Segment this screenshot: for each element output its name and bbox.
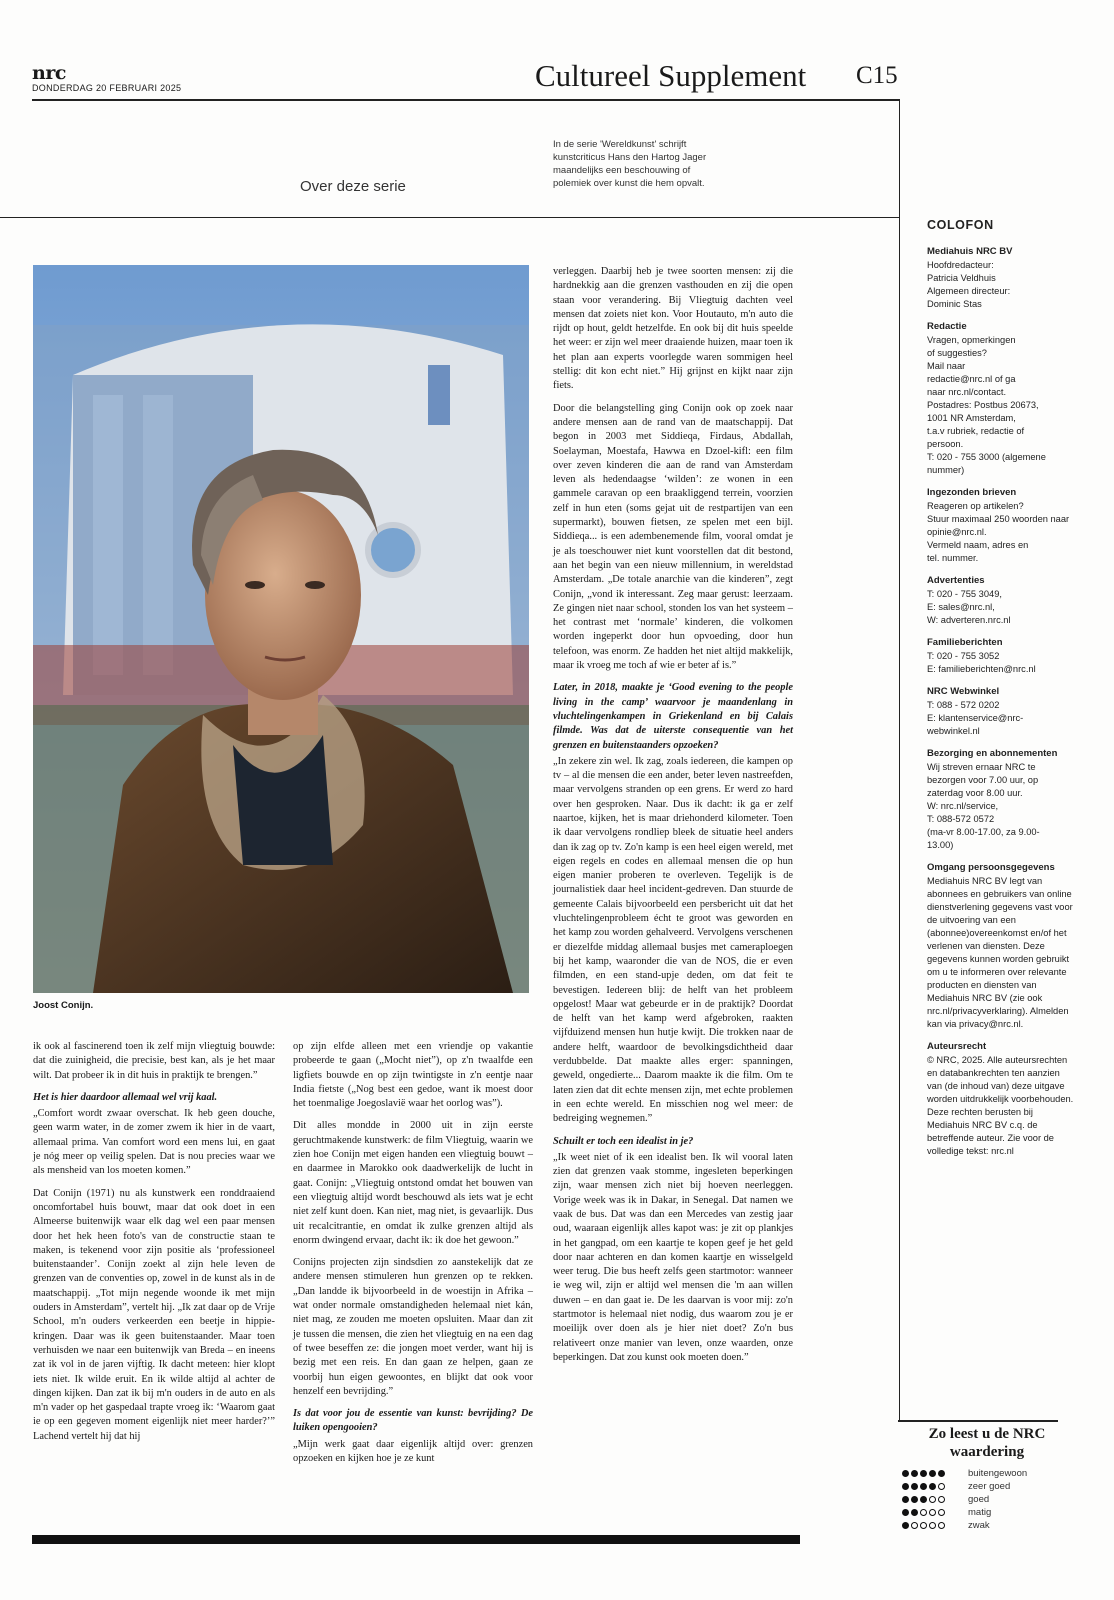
interview-question: Schuilt er toch een idealist in je? <box>553 1135 694 1147</box>
filled-dot-icon <box>920 1496 927 1503</box>
rating-dots <box>902 1470 960 1477</box>
section-title: Cultureel Supplement <box>535 58 807 93</box>
rating-rule <box>898 1420 1058 1422</box>
empty-dot-icon <box>929 1509 936 1516</box>
colofon-line: Mediahuis NRC BV legt van abonnees en gebruikers van online dienstverlening gegevens vast voor de uitvoering van een (abonnee)overeenkomst en/of het verlenen van diensten. Deze gegevens kunnen worden gebruikt om u te informeren over relevante producten en diensten van Mediahuis NRC BV (zie ook nrc.nl/privacyverklaring). Almelden kan via privacy@nrc.nl. <box>927 876 1073 1029</box>
header-rule <box>32 99 900 101</box>
filled-dot-icon <box>911 1470 918 1477</box>
colofon-line: E: klantenservice@nrc- <box>927 713 1024 723</box>
colofon-line: 1001 NR Amsterdam, <box>927 413 1016 423</box>
article-paragraph: Dit alles mondde in 2000 uit in zijn eerste geruchtmakende kunstwerk: de film Vliegtuig, waarin we zien hoe Conijn met eigen handen een vliegtuig bouwt – en daarmee in Marokko ook daadwerkelijk de lucht in gaat. Conijn: „Vliegtuig ontstond omdat het bouwen van een vliegtuig altijd wordt beschouwd als iets wat je echt niet zelf kunt doen. Kan niet, mag niet, is gevaarlijk. Dus uit recalcitrantie, en omdat ik zulke grenzen altijd als enorm dwingend ervaar, dacht ik: ik doe het gewoon.” <box>293 1120 533 1246</box>
interview-question: Is dat voor jou de essentie van kunst: bevrijding? De luiken opengooien? <box>293 1408 533 1434</box>
colofon-line: E: sales@nrc.nl, <box>927 602 995 612</box>
photo-caption: Joost Conijn. <box>33 1000 94 1011</box>
article-paragraph: verleggen. Daarbij heb je twee soorten mensen: zij die hardnekkig aan die grenzen vasthouden en zij die open staan voor verandering. Bij Vliegtuig dachten veel mensen dat zoiets niet kon. Voor Houtauto, m'n auto die rijdt op hout, geldt hetzelfde. En ook bij dit huis speelde het weer: er zijn wel meer draaiende huizen, maar toen ik het plan aan experts voorlegde waren sommigen heel stellig: dit kon echt niet.” Hij grijnst en kijkt naar zijn fiets. <box>553 266 793 392</box>
rating-row <box>902 1519 1072 1532</box>
filled-dot-icon <box>902 1522 909 1529</box>
colofon-line: persoon. <box>927 439 964 449</box>
empty-dot-icon <box>938 1522 945 1529</box>
colofon-line: T: 020 - 755 3000 (algemene nummer) <box>927 452 1046 475</box>
series-rule <box>0 217 900 218</box>
article-column-right <box>553 265 793 1373</box>
colofon-line: W: adverteren.nrc.nl <box>927 615 1011 625</box>
colofon-line: T: 020 - 755 3049, <box>927 589 1002 599</box>
filled-dot-icon <box>929 1470 936 1477</box>
bottom-bar <box>32 1535 800 1544</box>
colofon-divider <box>899 100 900 1422</box>
colofon-heading: Omgang persoonsgegevens <box>927 862 1055 873</box>
filled-dot-icon <box>920 1470 927 1477</box>
filled-dot-icon <box>902 1483 909 1490</box>
colofon-line: of suggesties? <box>927 348 987 358</box>
filled-dot-icon <box>911 1509 918 1516</box>
interview-question: Later, in 2018, maakte je ‘Good evening to the people living in the camp’ waarvoor je maandenlang in vluchtelingenkampen in Griekenland en bij Calais filmde. Was dat de uiterste consequentie van het grenzen en buitenstaanders opzoeken? <box>553 682 793 751</box>
colofon-heading: Auteursrecht <box>927 1041 987 1052</box>
colofon-line: webwinkel.nl <box>927 726 980 736</box>
rating-dots <box>902 1522 960 1529</box>
colofon-heading: Familieberichten <box>927 637 1003 648</box>
rating-title: Zo leest u de NRC waardering <box>928 1426 1046 1460</box>
filled-dot-icon <box>902 1470 909 1477</box>
colofon-line: © NRC, 2025. Alle auteursrechten en databankrechten ten aanzien van (de inhoud van) deze uitgave worden uitdrukkelijk voorbehouden. Deze rechten berusten bij Mediahuis NRC BV c.q. de betreffende auteur. Zie voor de volledige tekst: nrc.nl <box>927 1055 1074 1156</box>
colofon-line: Postadres: Postbus 20673, <box>927 400 1039 410</box>
article-paragraph: „Ik weet niet of ik een idealist ben. Ik wil vooral laten zien dat grenzen vaak stomme, ingesleten beperkingen zijn, waar mensen zich niet bij hoeven neerleggen. Vorige week was ik in Dakar, in Senegal. Dat namen we vaak de bus. Dat was dan een Mercedes van zestig jaar oud, waaraan eigenlijk alles kapot was: je zit op plankjes in het gangpad, om een kaartje te kopen geef je het geld door naar achteren en dan komen kaartje en wisselgeld weer terug. Die bus heeft zelfs geen startmotor: wanneer ie weg wil, zijn er altijd wel mensen die 'm aan willen duwen – en dan gaat ie. De les daarvan is voor mij: zo'n startmotor is helemaal niet nodig, dus waarom zou je er moeilijk over doen als je hier niet doet? Zo'n bus relativeert onze manier van leven, onze waarden, onze beperkingen. Dat zou kunst ook moeten doen.” <box>553 1151 793 1363</box>
nrc-logo: nrc <box>32 62 66 84</box>
colofon-line: Algemeen directeur: <box>927 286 1011 296</box>
rating-dots <box>902 1496 960 1503</box>
empty-dot-icon <box>938 1483 945 1490</box>
series-label: Over deze serie <box>300 178 406 195</box>
colofon-heading: Redactie <box>927 321 967 332</box>
colofon-line: T: 088 - 572 0202 <box>927 700 1000 710</box>
filled-dot-icon <box>911 1496 918 1503</box>
interview-question: Het is hier daardoor allemaal wel vrij kaal. <box>33 1091 218 1103</box>
series-description: In de serie 'Wereldkunst' schrijft kunstcriticus Hans den Hartog Jager maandelijks een beschouwing of polemiek over kunst die hem opvalt. <box>553 139 707 189</box>
colofon-heading: Mediahuis NRC BV <box>927 246 1013 257</box>
article-paragraph: ik ook al fascinerend toen ik zelf mijn vliegtuig bouwde: dat die zuinigheid, die precisie, best kan, als je het maar wilt. Dat probeer ik in dit huis in praktijk te brengen.” <box>33 1041 275 1081</box>
colofon-line: E: familieberichten@nrc.nl <box>927 664 1036 674</box>
article-paragraph: Door die belangstelling ging Conijn ook op zoek naar andere mensen aan de rand van de maatschappij. Dat begon in 2003 met Siddieqa, Firdaus, Abdallah, Soelayman, Moestafa, Hawwa en Dzoel-kifl: een film over zeven kinderen die aan de rand van Amsterdam leven als hedendaagse ‘wilden’: ze wonen in een gammele caravan op een braakliggend terrein, voorzien zelf in hun eten (soms gejat uit de restpartijen van een supermarkt), bouwen fietsen, ze spelen met een bijl. Siddieqa... is een adembenemende film, vooral omdat je je als toeschouwer niet kunt voorstellen dat dit bestond, aan het begin van een nieuw millennium, in wereldstad Amsterdam. „De totale anarchie van die kinderen”, zegt Conijn, „vond ik interessant. Zeg maar gerust: leerzaam. Ze gingen niet naar school, stonden los van het systeem – het contrast met ‘normale’ kinderen, die volkomen worden ingeperkt door hun opvoeding, door hun telefoon, was enorm. Ze hadden het niet altijd makkelijk, maar ik vroeg me toch af wie er beter af is.” <box>553 402 793 672</box>
empty-dot-icon <box>938 1509 945 1516</box>
colofon-line: bezorgen voor 7.00 uur, op <box>927 775 1039 785</box>
article-column-left <box>33 1040 275 1452</box>
rating-label: matig <box>968 1507 992 1518</box>
filled-dot-icon <box>929 1483 936 1490</box>
colofon-title: COLOFON <box>927 218 994 232</box>
colofon-line: Patricia Veldhuis <box>927 273 996 283</box>
article-paragraph: „Mijn werk gaat daar eigenlijk altijd over: grenzen opzoeken en kijken hoe je ze kunt <box>293 1438 533 1465</box>
colofon-line: tel. nummer. <box>927 553 979 563</box>
filled-dot-icon <box>938 1470 945 1477</box>
colofon-heading: Ingezonden brieven <box>927 487 1017 498</box>
colofon-line: Vermeld naam, adres en <box>927 540 1029 550</box>
colofon <box>927 218 1077 1158</box>
empty-dot-icon <box>929 1496 936 1503</box>
portrait-illustration <box>33 265 529 993</box>
filled-dot-icon <box>902 1509 909 1516</box>
article-column-middle <box>293 1040 533 1474</box>
rating-row <box>902 1506 1072 1519</box>
article-paragraph: Conijns projecten zijn sindsdien zo aanstekelijk dat ze andere mensen stimuleren hun grenzen op te rekken. „Dan landde ik bijvoorbeeld in de woestijn in Afrika – wat onder normale omstandigheden helemaal niet kán, niet mag, ze zouden me moeten opsluiten. Maar dan zit je tussen die mensen, die zien het vliegtuig en na een dag of twee beseffen ze: die jongen moet verder, want hij is bezig met een reis. En dan gaan ze helpen, gaan ze voorbij hun eigen gewoontes, en blijkt dat ook voor henzelf een bevrijding.” <box>293 1257 533 1397</box>
rating-row <box>902 1480 1072 1493</box>
rating-row <box>902 1493 1072 1506</box>
colofon-line: T: 020 - 755 3052 <box>927 651 1000 661</box>
article-paragraph: „Comfort wordt zwaar overschat. Ik heb geen douche, geen warm water, in de zomer zwem ik hier in de vaart, allemaal prima. Van comfort word een mens lui, en gaat je nóg meer op veilig spelen. Dat is nou precies waar we als mensheid van los moeten komen.” <box>33 1108 275 1177</box>
empty-dot-icon <box>920 1522 927 1529</box>
colofon-line: zaterdag voor 8.00 uur. <box>927 788 1023 798</box>
colofon-heading: NRC Webwinkel <box>927 686 1000 697</box>
colofon-line: Vragen, opmerkingen <box>927 335 1016 345</box>
empty-dot-icon <box>938 1496 945 1503</box>
colofon-line: Wij streven ernaar NRC te <box>927 762 1036 772</box>
colofon-line: redactie@nrc.nl of ga <box>927 374 1016 384</box>
article-paragraph: Dat Conijn (1971) nu als kunstwerk een ronddraaiend oncomfortabel huis bouwt, maar dat ook doet in een Almeerse buitenwijk waar elk dag wel een paar mensen door het hek heen foto's van de constructie staan te maken, is tekenend voor zijn positie als ‘professioneel buitenstaander’. Conijn zoekt al zijn hele leven de grenzen van de conventies op, zowel in de kunst als in de maatschappij. „Tot mijn negende woonde ik met mijn ouders in Amsterdam”, vertelt hij. „Ik zat daar op de Vrije School, m'n ouders verkeerden een beetje in hippie-kringen. Daar was ik geen buitenstaander. Maar toen verhuisden we naar een buitenwijk van Breda – en ineens zat ik vol in de jaren vijftig. Ik dacht meteen: hier klopt iets niet. Ik wilde eruit. En ik wilde altijd al achter de dingen kijken. Dan zat ik bij m'n ouders in de auto en als m'n vader op het gaspedaal trapte vroeg ik: ‘Waarom gaat ie op een gegeven moment eigenlijk niet meer harder?’” Lachend vertelt hij dat hij <box>33 1187 275 1442</box>
colofon-heading: Bezorging en abonnementen <box>927 748 1058 759</box>
colofon-line: t.a.v rubriek, redactie of <box>927 426 1025 436</box>
issue-date: DONDERDAG 20 FEBRUARI 2025 <box>32 83 182 93</box>
rating-label: zwak <box>968 1520 990 1531</box>
portrait-photo <box>33 265 529 993</box>
colofon-line: Hoofdredacteur: <box>927 260 994 270</box>
rating-label: buitengewoon <box>968 1468 1028 1479</box>
filled-dot-icon <box>902 1496 909 1503</box>
page-number: C15 <box>856 62 898 89</box>
colofon-line: 13.00) <box>927 840 954 850</box>
colofon-line: T: 088-572 0572 <box>927 814 995 824</box>
rating-label: goed <box>968 1494 990 1505</box>
colofon-line: Stuur maximaal 250 woorden naar opinie@nrc.nl. <box>927 514 1070 537</box>
rating-legend <box>902 1425 1072 1532</box>
colofon-line: W: nrc.nl/service, <box>927 801 999 811</box>
rating-dots <box>902 1509 960 1516</box>
rating-row <box>902 1467 1072 1480</box>
colofon-line: Reageren op artikelen? <box>927 501 1024 511</box>
colofon-line: (ma-vr 8.00-17.00, za 9.00- <box>927 827 1040 837</box>
filled-dot-icon <box>920 1483 927 1490</box>
colofon-line: Dominic Stas <box>927 299 982 309</box>
colofon-line: naar nrc.nl/contact. <box>927 387 1007 397</box>
empty-dot-icon <box>920 1509 927 1516</box>
article-paragraph: „In zekere zin wel. Ik zag, zoals iedereen, die kampen op tv – al die mensen die een ander, beter leven nastreefden, maar vervolgens stranden op een grens. Er werd zo hard over hen gesproken. Naar. Dus ik dacht: ik ga er zelf naartoe, kijken, het is maar driehonderd kilometer. Toen ik daar vervolgens rondliep bleek de situatie heel anders dan ik zag op tv. Zo'n kamp is een heel eigen wereld, met eigen regels en codes en allemaal mensen die op hun eigen manier proberen te overleven. Tegelijk is de journalistiek daar heel incident-gedreven. Dan stuurde de gemeente Calais bijvoorbeeld een persbericht uit dat het vluchtelingenprobleem écht te groot was geworden en het kamp zou worden gehalveerd. Vervolgens verschenen er diezelfde middag allemaal busjes met cameraploegen bij het kamp, waaronder die van de NOS, die er even filmden, en een stand-upje deden, om dat feit te bevestigen. Iedereen blij: de helft van het probleem opgelost! Maar wat gebeurde er in de praktijk? Doordat de helft van het kamp werd afgebroken, raakten vijfduizend mensen hun hutje kwijt. Die trokken naar de andere helft, waardoor de bevolkingsdichtheid daar verdubbelde. Dat maakte alles erger: spanningen, geweld, ongedierte... Daarom maakte ik die film. Om te laten zien dat dit echte mensen zijn, met echte problemen in een echte wereld. En misschien nog wel meer: de bedreiging wegnemen.” <box>553 755 793 1125</box>
colofon-heading: Advertenties <box>927 575 985 586</box>
filled-dot-icon <box>911 1483 918 1490</box>
rating-label: zeer goed <box>968 1481 1011 1492</box>
article-paragraph: op zijn elfde alleen met een vriendje op vakantie probeerde te gaan („Mocht niet”), op z'n twaalfde een ligfiets bouwde en op zijn twintigste in z'n eentje naar India fietste („Nog best een gedoe, want ik moest door het toenmalige Joegoslavië waar het oorlog was”). <box>293 1041 533 1110</box>
colofon-line: Mail naar <box>927 361 966 371</box>
empty-dot-icon <box>911 1522 918 1529</box>
rating-dots <box>902 1483 960 1490</box>
empty-dot-icon <box>929 1522 936 1529</box>
